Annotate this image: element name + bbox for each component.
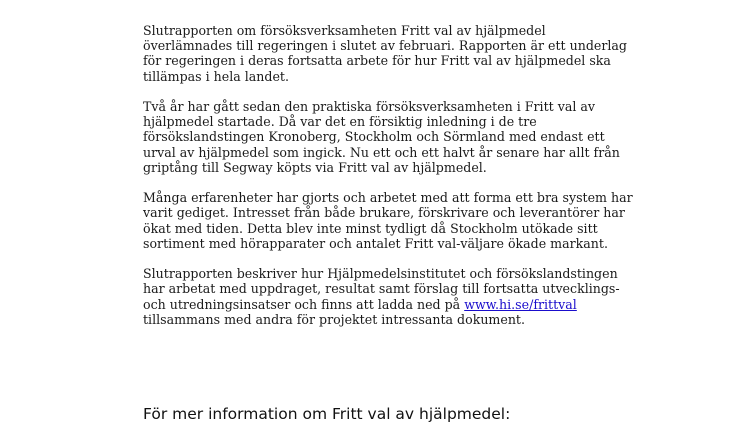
text-line: Två år har gått sedan den praktiska försöksverksamheten i Fritt val av bbox=[143, 99, 595, 114]
paragraph-1 bbox=[143, 23, 688, 84]
text-line: tillämpas i hela landet. bbox=[143, 68, 289, 84]
paragraph-3 bbox=[143, 190, 688, 251]
more-info-heading: För mer information om Fritt val av hjälpmedel: bbox=[143, 405, 511, 423]
text-line: tillsammans med andra för projektet intressanta dokument. bbox=[143, 311, 526, 327]
text-line: ökat med tiden. Detta blev inte minst tydligt då Stockholm utökade sitt bbox=[143, 220, 598, 236]
document-body bbox=[143, 23, 688, 342]
text-line: Många erfarenheter har gjorts och arbetet med att forma ett bra system har bbox=[143, 190, 633, 206]
text-line: för regeringen i deras fortsatta arbete för hur Fritt val av hjälpmedel ska bbox=[143, 53, 611, 69]
text-line: hjälpmedel startade. Då var det en försiktig inledning i de tre bbox=[143, 114, 537, 130]
text-line: Slutrapporten om försöksverksamheten Fritt val av hjälpmedel bbox=[143, 23, 546, 38]
paragraph-2 bbox=[143, 99, 688, 175]
paragraph-4 bbox=[143, 266, 688, 327]
frittval-link[interactable]: www.hi.se/frittval bbox=[464, 296, 577, 312]
link-prefix-text: och utredningsinsatser och finns att ladda ned på bbox=[143, 296, 465, 312]
text-line: varit gediget. Intresset från både brukare, förskrivare och leverantörer har bbox=[143, 205, 625, 221]
text-line-with-link bbox=[143, 297, 688, 312]
text-line: griptång till Segway köpts via Fritt val av hjälpmedel. bbox=[143, 159, 487, 175]
text-line: överlämnades till regeringen i slutet av februari. Rapporten är ett underlag bbox=[143, 38, 627, 54]
text-line: har arbetat med uppdraget, resultat samt förslag till fortsatta utvecklings- bbox=[143, 281, 620, 297]
text-line: sortiment med hörapparater och antalet Fritt val-väljare ökade markant. bbox=[143, 235, 608, 251]
text-line: urval av hjälpmedel som ingick. Nu ett och ett halvt år senare har allt från bbox=[143, 144, 620, 160]
text-line: försökslandstingen Kronoberg, Stockholm och Sörmland med endast ett bbox=[143, 129, 605, 145]
text-line: Slutrapporten beskriver hur Hjälpmedelsinstitutet och försökslandstingen bbox=[143, 266, 618, 282]
